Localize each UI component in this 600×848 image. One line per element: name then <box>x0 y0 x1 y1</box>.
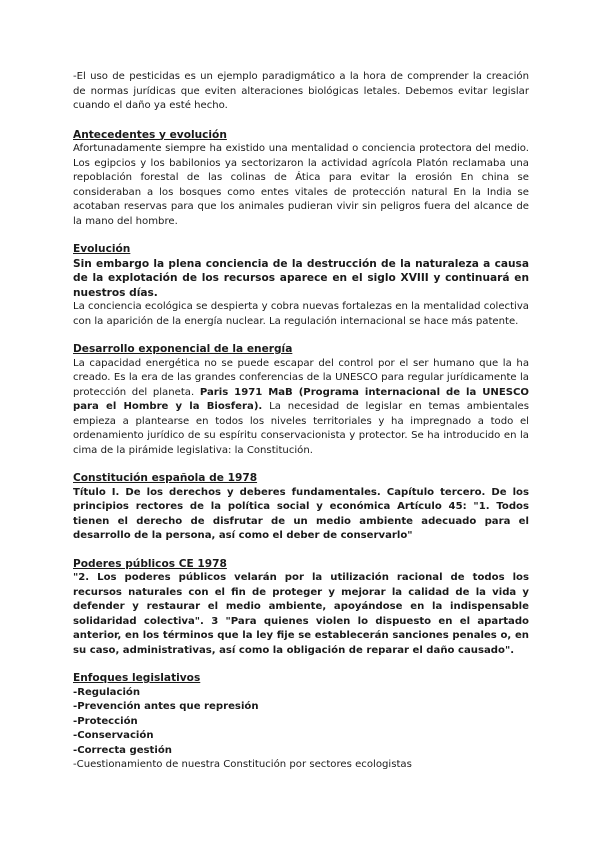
section-antecedentes <box>73 128 529 230</box>
list-item: -Protección <box>73 715 138 727</box>
enfoques-list <box>73 686 529 773</box>
antecedentes-paragraph: Afortunadamente siempre ha existido una mentalidad o conciencia protectora del medio. Los egipcios y los babilonios ya sectorizaron la actividad agrícola Platón reclamaba una repoblación forestal de las colinas de Ática para evitar la erosión En china se consideraban a los bosques como entes vitales de protección natural En la India se acotaban reservas para que los animales pudieran vivir sin peligros fuera del alcance de la mano del hombre. <box>73 143 529 227</box>
spacer <box>73 544 529 557</box>
evolucion-bold-paragraph: Sin embargo la plena conciencia de la destrucción de la naturaleza a causa de la explotación de los recursos aparece en el siglo XVIII y continuará en nuestros días. <box>73 257 529 299</box>
section-constitucion <box>73 471 529 544</box>
spacer <box>73 658 529 671</box>
section-heading-evolucion: Evolución <box>73 243 131 255</box>
section-evolucion <box>73 242 529 329</box>
section-heading-constitucion: Constitución española de 1978 <box>73 472 258 484</box>
spacer <box>73 114 529 128</box>
list-item: -Conservación <box>73 730 154 741</box>
section-enfoques <box>73 671 529 773</box>
section-poderes <box>73 557 529 659</box>
spacer <box>73 229 529 242</box>
evolucion-paragraph: La conciencia ecológica se despierta y cobra nuevas fortalezas en la mentalidad colectiva con la aparición de la energía nuclear. La regulación internacional se hace más patente. <box>73 301 529 327</box>
section-heading-poderes: Poderes públicos CE 1978 <box>73 557 227 570</box>
list-item: -Prevención antes que represión <box>73 701 259 712</box>
list-item: -Cuestionamiento de nuestra Constitución por sectores ecologistas <box>73 759 412 770</box>
spacer <box>73 458 529 471</box>
desarrollo-text-before: La capacidad energética no se puede escapar del control por el ser humano que la ha creado. Es la era de las grandes conferencias de la UNESCO para regular jurídicamente la protección del planeta. <box>73 357 529 398</box>
constitucion-paragraph: Título I. De los derechos y deberes fundamentales. Capítulo tercero. De los principios rectores de la política social y económica Artículo 45: "1. Todos tienen el derecho de disfrutar de un medio ambiente adecuado para el desarrollo de la persona, así como el deber de conservarlo" <box>73 486 529 541</box>
section-desarrollo <box>73 342 529 458</box>
intro-paragraph: -El uso de pesticidas es un ejemplo paradigmático a la hora de comprender la creación de normas jurídicas que eviten alteraciones biológicas letales. Debemos evitar legislar cuando el daño ya esté hecho. <box>73 71 529 111</box>
poderes-paragraph: "2. Los poderes públicos velarán por la utilización racional de todos los recursos naturales con el fin de proteger y mejorar la calidad de la vida y defender y restaurar el medio ambiente, apoyándose en la indispensable solidaridad colectiva". 3 "Para quienes violen lo dispuesto en el apartado anterior, en los términos que la ley fije se establecerán sanciones penales o, en su caso, administrativas, así como la obligación de reparar el daño causado". <box>73 572 529 656</box>
section-heading-desarrollo: Desarrollo exponencial de la energía <box>73 343 293 355</box>
list-item: -Regulación <box>73 686 141 698</box>
section-heading-enfoques: Enfoques legislativos <box>73 672 201 684</box>
document-page <box>73 70 529 773</box>
spacer <box>73 329 529 342</box>
section-heading-antecedentes: Antecedentes y evolución <box>73 128 227 141</box>
list-item: -Correcta gestión <box>73 744 172 756</box>
desarrollo-text-after: La necesidad de legislar en temas ambientales empieza a plantearse en todos los niveles territoriales y ha impregnado a todo el ordenamiento jurídico de su espíritu conservacionista y protector. Se ha introducido en la cima de la pirámide legislativa: la Constitución. <box>73 401 530 456</box>
desarrollo-paragraph <box>73 357 529 459</box>
desarrollo-bold-text: Paris 1971 MaB (Programa internacional de la UNESCO para el Hombre y la Biosfera). <box>73 386 529 412</box>
